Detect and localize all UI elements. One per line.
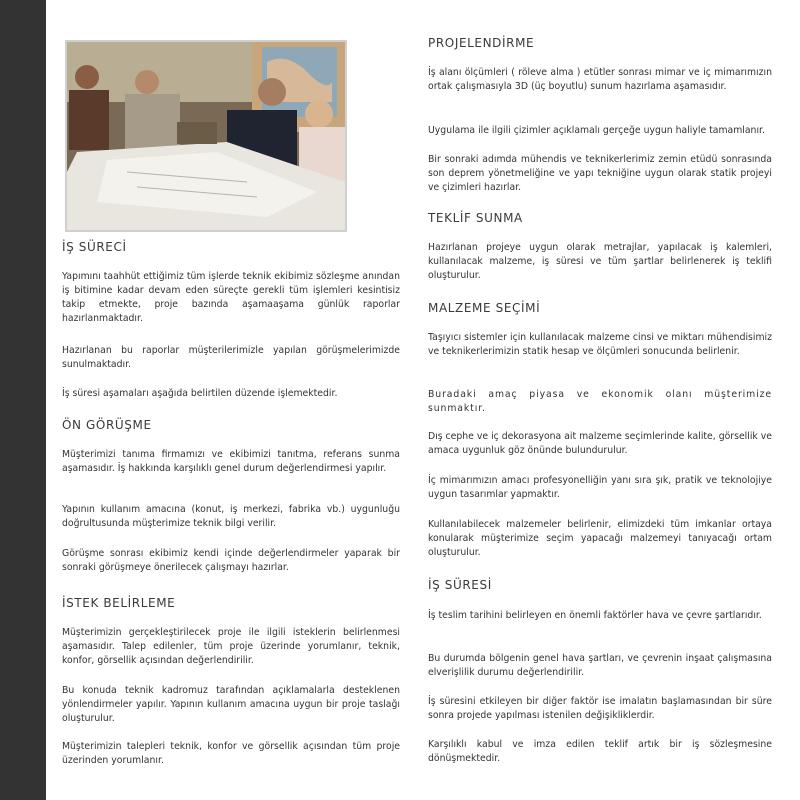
paragraph: Bu konuda teknik kadromuz tarafından açıklamalarla desteklenen yönlendirmeler yapılır. Yapının kullanım amacına uygun bir proje taslağı oluşturulur. [62, 685, 400, 724]
paragraph: Buradaki amaç piyasa ve ekonomik olanı müşterimize sunmaktır. [428, 389, 772, 414]
section-title-on-gorusme: ÖN GÖRÜŞME [62, 418, 152, 432]
paragraph: Bu durumda bölgenin genel hava şartları, ve çevrenin inşaat çalışmasına elverişlilik durumu değerlendirilir. [428, 653, 772, 678]
paragraph: Müşterimizin talepleri teknik, konfor ve görsellik açısından tüm proje üzerinden yorumlanır. [62, 741, 400, 766]
section-title-is-suresi: İŞ SÜRESİ [428, 578, 492, 592]
paragraph: Uygulama ile ilgili çizimler açıklamalı gerçeğe uygun haliyle tamamlanır. [428, 125, 765, 136]
section-title-malzeme-secimi: MALZEME SEÇİMİ [428, 301, 541, 315]
paragraph: Yapının kullanım amacına (konut, iş merkezi, fabrika vb.) uygunluğu doğrultusunda müşterimize teknik bilgi verilir. [62, 504, 400, 529]
paragraph: Müşterimizi tanıma firmamızı ve ekibimizi tanıtma, referans sunma aşamasıdır. İş hakkında karşılıklı genel durum değerlendirmesi yapılır. [62, 449, 400, 474]
paragraph: İş teslim tarihini belirleyen en önemli faktörler hava ve çevre şartlarıdır. [428, 610, 762, 621]
paragraph: İç mimarımızın amacı profesyonelliğin yanı sıra şık, pratik ve teknolojiye uygun tasarımlar yapmaktır. [428, 475, 772, 500]
paragraph: Dış cephe ve iç dekorasyona ait malzeme seçimlerinde kalite, görsellik ve amaca uygunluk göz önünde bulundurulur. [428, 431, 772, 456]
section-title-projelendirme: PROJELENDİRME [428, 36, 535, 50]
section-title-istek-belirleme: İSTEK BELİRLEME [62, 596, 176, 610]
paragraph: İş süresini etkileyen bir diğer faktör ise imalatın başlamasından bir süre sonra projede yapılması istenilen değişikliklerdir. [428, 696, 772, 721]
meeting-photo [65, 40, 347, 232]
paragraph: Bir sonraki adımda mühendis ve teknikerlerimiz zemin etüdü sonrasında son deprem yönetmeliğine ve yapı tekniğine uygun olarak statik projeyi ve çizimleri hazırlar. [428, 154, 772, 193]
paragraph: Yapımını taahhüt ettiğimiz tüm işlerde teknik ekibimiz sözleşme anından iş bitimine kadar devam eden süreçte gerekli tüm işlemleri kesintisiz takip etmekte, proje bazında aşamaaşama günlük raporlar hazırlanmaktadır. [62, 271, 400, 324]
paragraph: Görüşme sonrası ekibimiz kendi içinde değerlendirmeler yaparak bir sonraki görüşmeye önerilecek çalışmayı hazırlar. [62, 548, 400, 573]
paragraph: İş alanı ölçümleri ( röleve alma ) etütler sonrası mimar ve iç mimarımızın ortak çalışmasıyla 3D (üç boyutlu) sunum hazırlama aşamasıdır. [428, 67, 772, 92]
section-title-is-sureci: İŞ SÜRECİ [62, 240, 127, 254]
paragraph: Müşterimizin gerçekleştirilecek proje ile ilgili isteklerin belirlenmesi aşamasıdır. Talep edilenler, tüm proje üzerinde yorumlanır, teknik, konfor, görsellik açısından değerlendirilir. [62, 627, 400, 666]
photo-illustration [67, 42, 345, 230]
paragraph: Karşılıklı kabul ve imza edilen teklif artık bir iş sözleşmesine dönüşmektedir. [428, 739, 772, 764]
paragraph: Kullanılabilecek malzemeler belirlenir, elimizdeki tüm imkanlar ortaya konularak müşterimize seçim yapacağı malzemeyi tanıyacağı ortam oluşturulur. [428, 519, 772, 558]
paragraph: İş süresi aşamaları aşağıda belirtilen düzende işlemektedir. [62, 388, 338, 399]
section-title-teklif-sunma: TEKLİF SUNMA [428, 211, 523, 225]
paragraph: Hazırlanan projeye uygun olarak metrajlar, yapılacak iş kalemleri, kullanılacak malzeme, iş süresi ve tüm şartlar belirlenerek iş teklifi oluşturulur. [428, 242, 772, 281]
paragraph: Taşıyıcı sistemler için kullanılacak malzeme cinsi ve miktarı mühendisimiz ve teknikerlerimizin statik hesap ve ölçümleri sonucunda belirlenir. [428, 332, 772, 357]
paragraph: Hazırlanan bu raporlar müşterilerimizle yapılan görüşmelerimizde sunulmaktadır. [62, 345, 400, 370]
left-margin-bar [0, 0, 46, 800]
